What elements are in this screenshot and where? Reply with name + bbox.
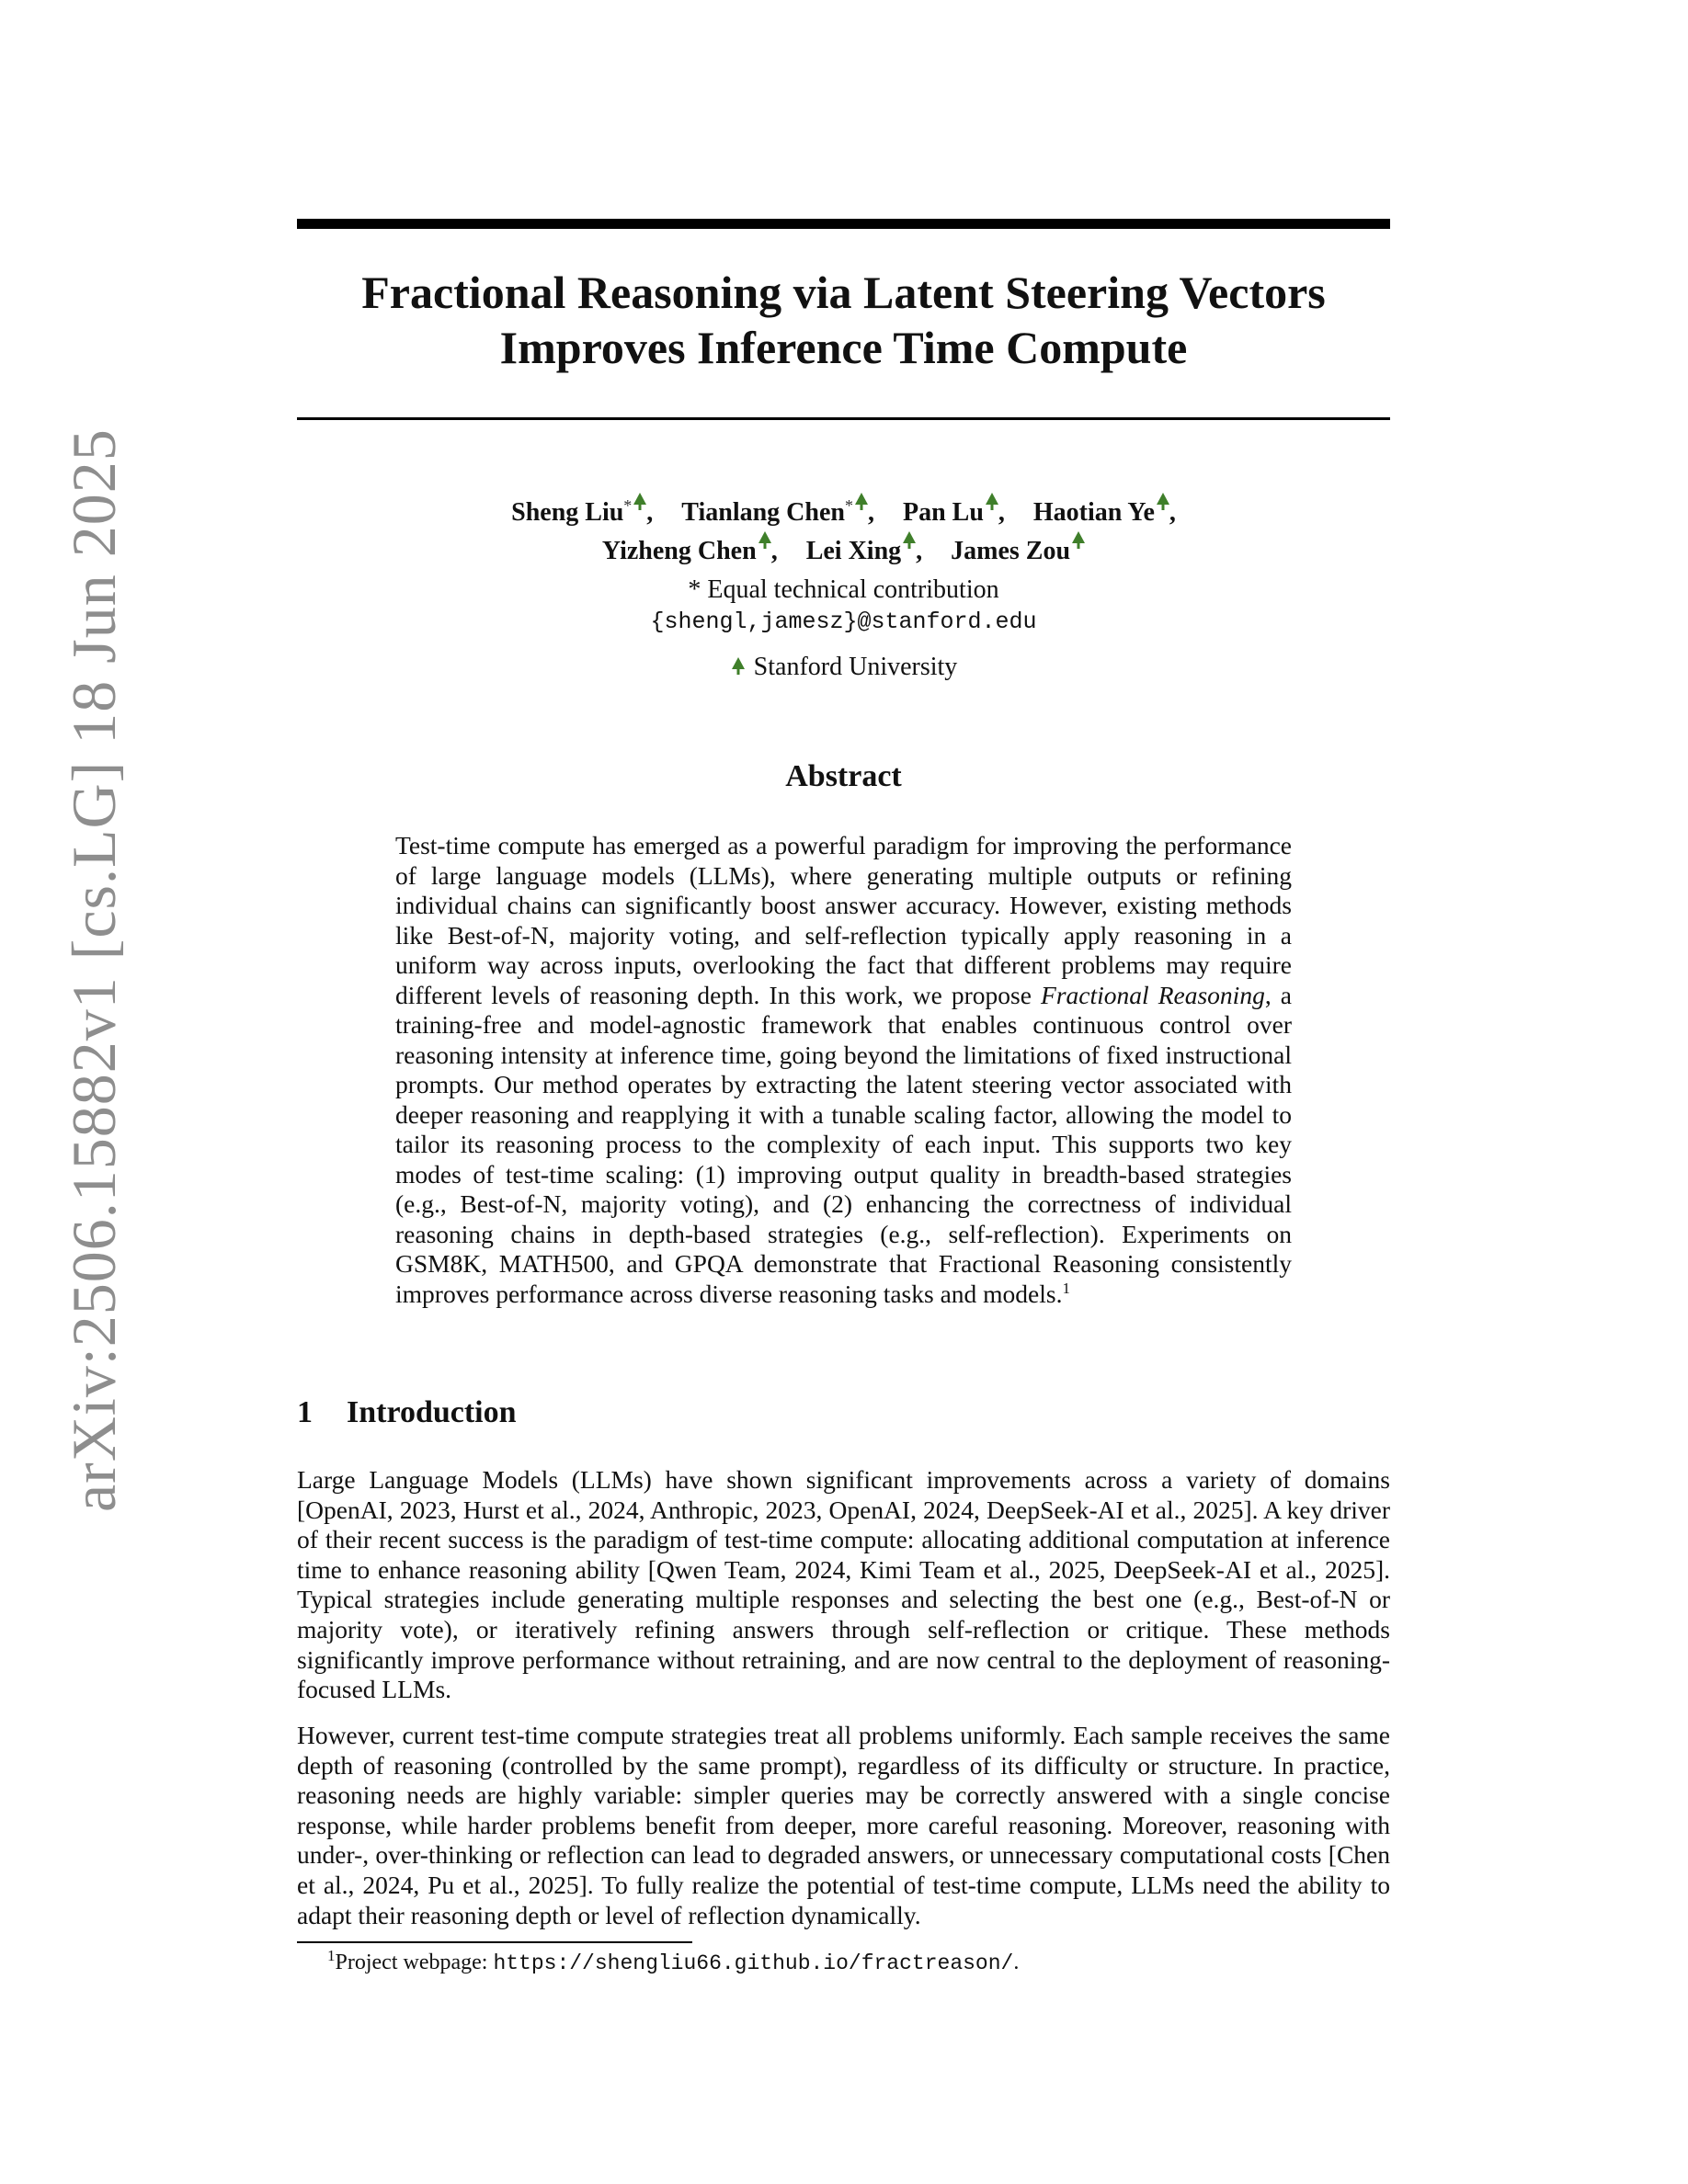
author-name: Haotian Ye <box>1032 498 1155 527</box>
tree-icon <box>1072 531 1085 550</box>
university-name: Stanford University <box>753 653 958 681</box>
abstract-text-part: Test-time compute has emerged as a powerful paradigm for improving the performance of large language models (LLMs), where generating multiple outputs or refining individual chains can significantly boost answer accuracy. However, existing methods like Best-of-N, majority voting, and self-reflection typically apply reasoning in a uniform way across inputs, overlooking the fact that different problems may require different levels of reasoning depth. In this work, we propose <box>395 831 1292 1009</box>
section-heading <box>297 1395 517 1430</box>
tree-icon <box>855 493 868 511</box>
footnote-mark[interactable]: 1 <box>1062 1279 1070 1297</box>
author-row-2 <box>297 531 1390 570</box>
section-number: 1 <box>297 1395 313 1429</box>
author-separator: , <box>646 498 654 527</box>
tree-icon <box>986 493 998 511</box>
contact-email: {shengl,jamesz}@stanford.edu <box>650 609 1037 635</box>
title-top-rule <box>297 219 1390 229</box>
arxiv-side-stamp: arXiv:2506.15882v1 [cs.LG] 18 Jun 2025 <box>59 428 129 1512</box>
affiliation <box>297 653 1390 682</box>
author-separator: , <box>1169 498 1176 527</box>
footnote-label: Project webpage: <box>335 1951 494 1974</box>
intro-paragraph-2: However, current test-time compute strategies treat all problems uniformly. Each sample receives the same depth of reasoning (controlled by the same prompt), regardless of its difficulty or structure. In practice, reasoning needs are highly variable: simpler queries may be correctly answered with a single concise response, while harder problems benefit from deeper, more careful reasoning. Moreover, reasoning with under-, over-thinking or reflection can lead to degraded answers, or unnecessary computational costs [Chen et al., 2024, Pu et al., 2025]. To fully realize the potential of test-time compute, LLMs need the ability to adapt their reasoning depth or level of reflection dynamically. <box>297 1721 1390 1929</box>
footnote-number: 1 <box>327 1947 336 1964</box>
abstract-text <box>395 831 1292 1309</box>
tree-icon <box>758 531 771 550</box>
author-row-1 <box>297 487 1390 531</box>
footnote-rule <box>297 1941 692 1943</box>
tree-icon <box>633 493 646 511</box>
author-name: Sheng Liu <box>511 498 624 527</box>
author-separator: , <box>916 537 923 565</box>
author <box>1033 493 1176 531</box>
author-list <box>297 487 1390 570</box>
equal-contribution-note: * Equal technical contribution <box>688 575 999 604</box>
abstract-emphasis: Fractional Reasoning <box>1041 980 1265 1009</box>
project-webpage-link[interactable]: https://shengliu66.github.io/fractreason/ <box>493 1951 1014 1975</box>
tree-icon <box>903 531 916 550</box>
title-line-2: Improves Inference Time Compute <box>499 322 1188 373</box>
author-separator: , <box>998 498 1005 527</box>
author-separator: , <box>867 498 874 527</box>
section-title: Introduction <box>347 1395 517 1429</box>
author-name: Tianlang Chen <box>681 498 845 527</box>
abstract-heading: Abstract <box>785 759 902 793</box>
author-name: Yizheng Chen <box>601 537 757 565</box>
tree-icon <box>732 657 745 676</box>
title-bottom-rule <box>297 417 1390 420</box>
author <box>602 531 778 570</box>
abstract-text-part: , a training-free and model-agnostic framework that enables continuous control over reasoning intensity at inference time, going beyond the limitations of fixed instructional prompts. Our method operates by extracting the latent steering vector associated with deeper reasoning and reapplying it with a tunable scaling factor, allowing the model to tailor its reasoning process to the complexity of each input. This supports two key modes of test-time scaling: (1) improving output quality in breadth-based strategies (e.g., Best-of-N, majority voting), and (2) enhancing the correctness of individual reasoning chains in depth-based strategies (e.g., self-reflection). Experiments on GSM8K, MATH500, and GPQA demonstrate that Fractional Reasoning consistently improves performance across diverse reasoning tasks and models. <box>395 980 1292 1308</box>
author-name: Pan Lu <box>902 498 984 527</box>
tree-icon <box>1157 493 1169 511</box>
intro-paragraph-1: Large Language Models (LLMs) have shown significant improvements across a variety of domains [OpenAI, 2023, Hurst et al., 2024, Anthropic, 2023, OpenAI, 2024, DeepSeek-AI et al., 2025]. A key driver of their recent success is the paradigm of test-time compute: allocating additional computation at inference time to enhance reasoning ability [Qwen Team, 2024, Kimi Team et al., 2025, DeepSeek-AI et al., 2025]. Typical strategies include generating multiple responses and selecting the best one (e.g., Best-of-N or majority vote), or iteratively refining answers through self-reflection or critique. These methods significantly improve performance without retraining, and are now central to the deployment of reasoning-focused LLMs. <box>297 1465 1390 1704</box>
author <box>681 487 874 531</box>
author <box>951 531 1085 570</box>
paper-title <box>297 265 1390 375</box>
author-name: Lei Xing <box>805 537 902 565</box>
author <box>806 531 922 570</box>
author <box>903 493 1005 531</box>
title-line-1: Fractional Reasoning via Latent Steering Vectors <box>361 267 1326 318</box>
equal-contribution-mark: * <box>844 496 853 515</box>
footnote-end: . <box>1013 1951 1020 1974</box>
author-name: James Zou <box>951 537 1071 565</box>
equal-contribution-mark: * <box>623 496 633 515</box>
footnote <box>327 1947 1020 1975</box>
author-separator: , <box>770 537 778 565</box>
author <box>511 487 653 531</box>
